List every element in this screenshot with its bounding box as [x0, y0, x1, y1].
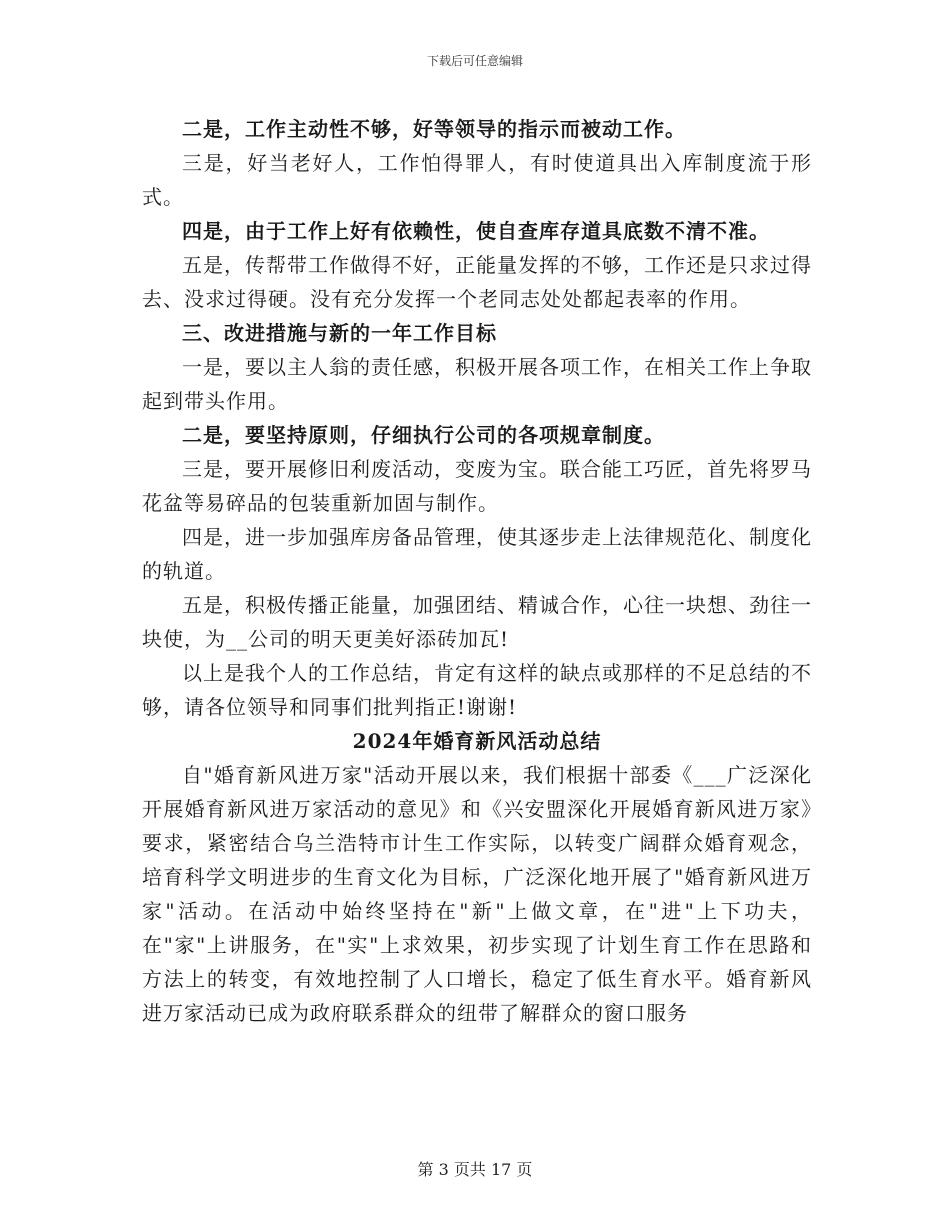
paragraph-point-two: 二是，工作主动性不够，好等领导的指示而被动工作。: [182, 117, 686, 141]
paragraph-point-five: 五是，传帮带工作做得不好，正能量发挥的不够，工作还是只求过得去、没求过得硬。没有充分发挥一个老同志处处都起表率的作用。: [142, 253, 812, 311]
section-title: 2024年婚育新风活动总结: [352, 729, 602, 753]
paragraph-point-four: 四是，由于工作上好有依赖性，使自查库存道具底数不清不准。: [182, 219, 770, 243]
paragraph-point-three: 三是，好当老好人，工作怕得罪人，有时使道具出入库制度流于形式。: [142, 151, 812, 209]
section-heading-improvements: 三、改进措施与新的一年工作目标: [182, 321, 497, 345]
page-header: 下载后可任意编辑: [426, 54, 523, 68]
paragraph-goal-four: 四是，进一步加强库房备品管理，使其逐步走上法律规范化、制度化的轨道。: [142, 525, 812, 583]
paragraph-activity-summary: 自"婚育新风进万家"活动开展以来，我们根据十部委《___广泛深化开展婚育新风进万家活动的意见》和《兴安盟深化开展婚育新风进万家》要求，紧密结合乌兰浩特市计生工作实际，以转变广阔群众婚育观念，培育科学文明进步的生育文化为目标，广泛深化地开展了"婚育新风进万家"活动。在活动中始终坚持在"新"上做文章，在"进"上下功夫，在"家"上讲服务，在"实"上求效果，初步实现了计划生育工作在思路和方法上的转变，有效地控制了人口增长，稳定了低生育水平。婚育新风进万家活动已成为政府联系群众的纽带了解群众的窗口服务: [142, 763, 812, 1025]
document-body: [142, 112, 812, 1030]
paragraph-goal-five: 五是，积极传播正能量，加强团结、精诚合作，心往一块想、劲往一块使，为__公司的明天更美好添砖加瓦!: [142, 593, 812, 651]
paragraph-goal-three: 三是，要开展修旧利废活动，变废为宝。联合能工巧匠，首先将罗马花盆等易碎品的包装重新加固与制作。: [142, 457, 812, 515]
paragraph-goal-two: 二是，要坚持原则，仔细执行公司的各项规章制度。: [182, 423, 665, 447]
paragraph-closing: 以上是我个人的工作总结，肯定有这样的缺点或那样的不足总结的不够，请各位领导和同事们批判指正!谢谢!: [142, 661, 812, 719]
paragraph-goal-one: 一是，要以主人翁的责任感，积极开展各项工作，在相关工作上争取起到带头作用。: [142, 355, 812, 413]
page-number: 第 3 页共 17 页: [417, 1160, 533, 1179]
